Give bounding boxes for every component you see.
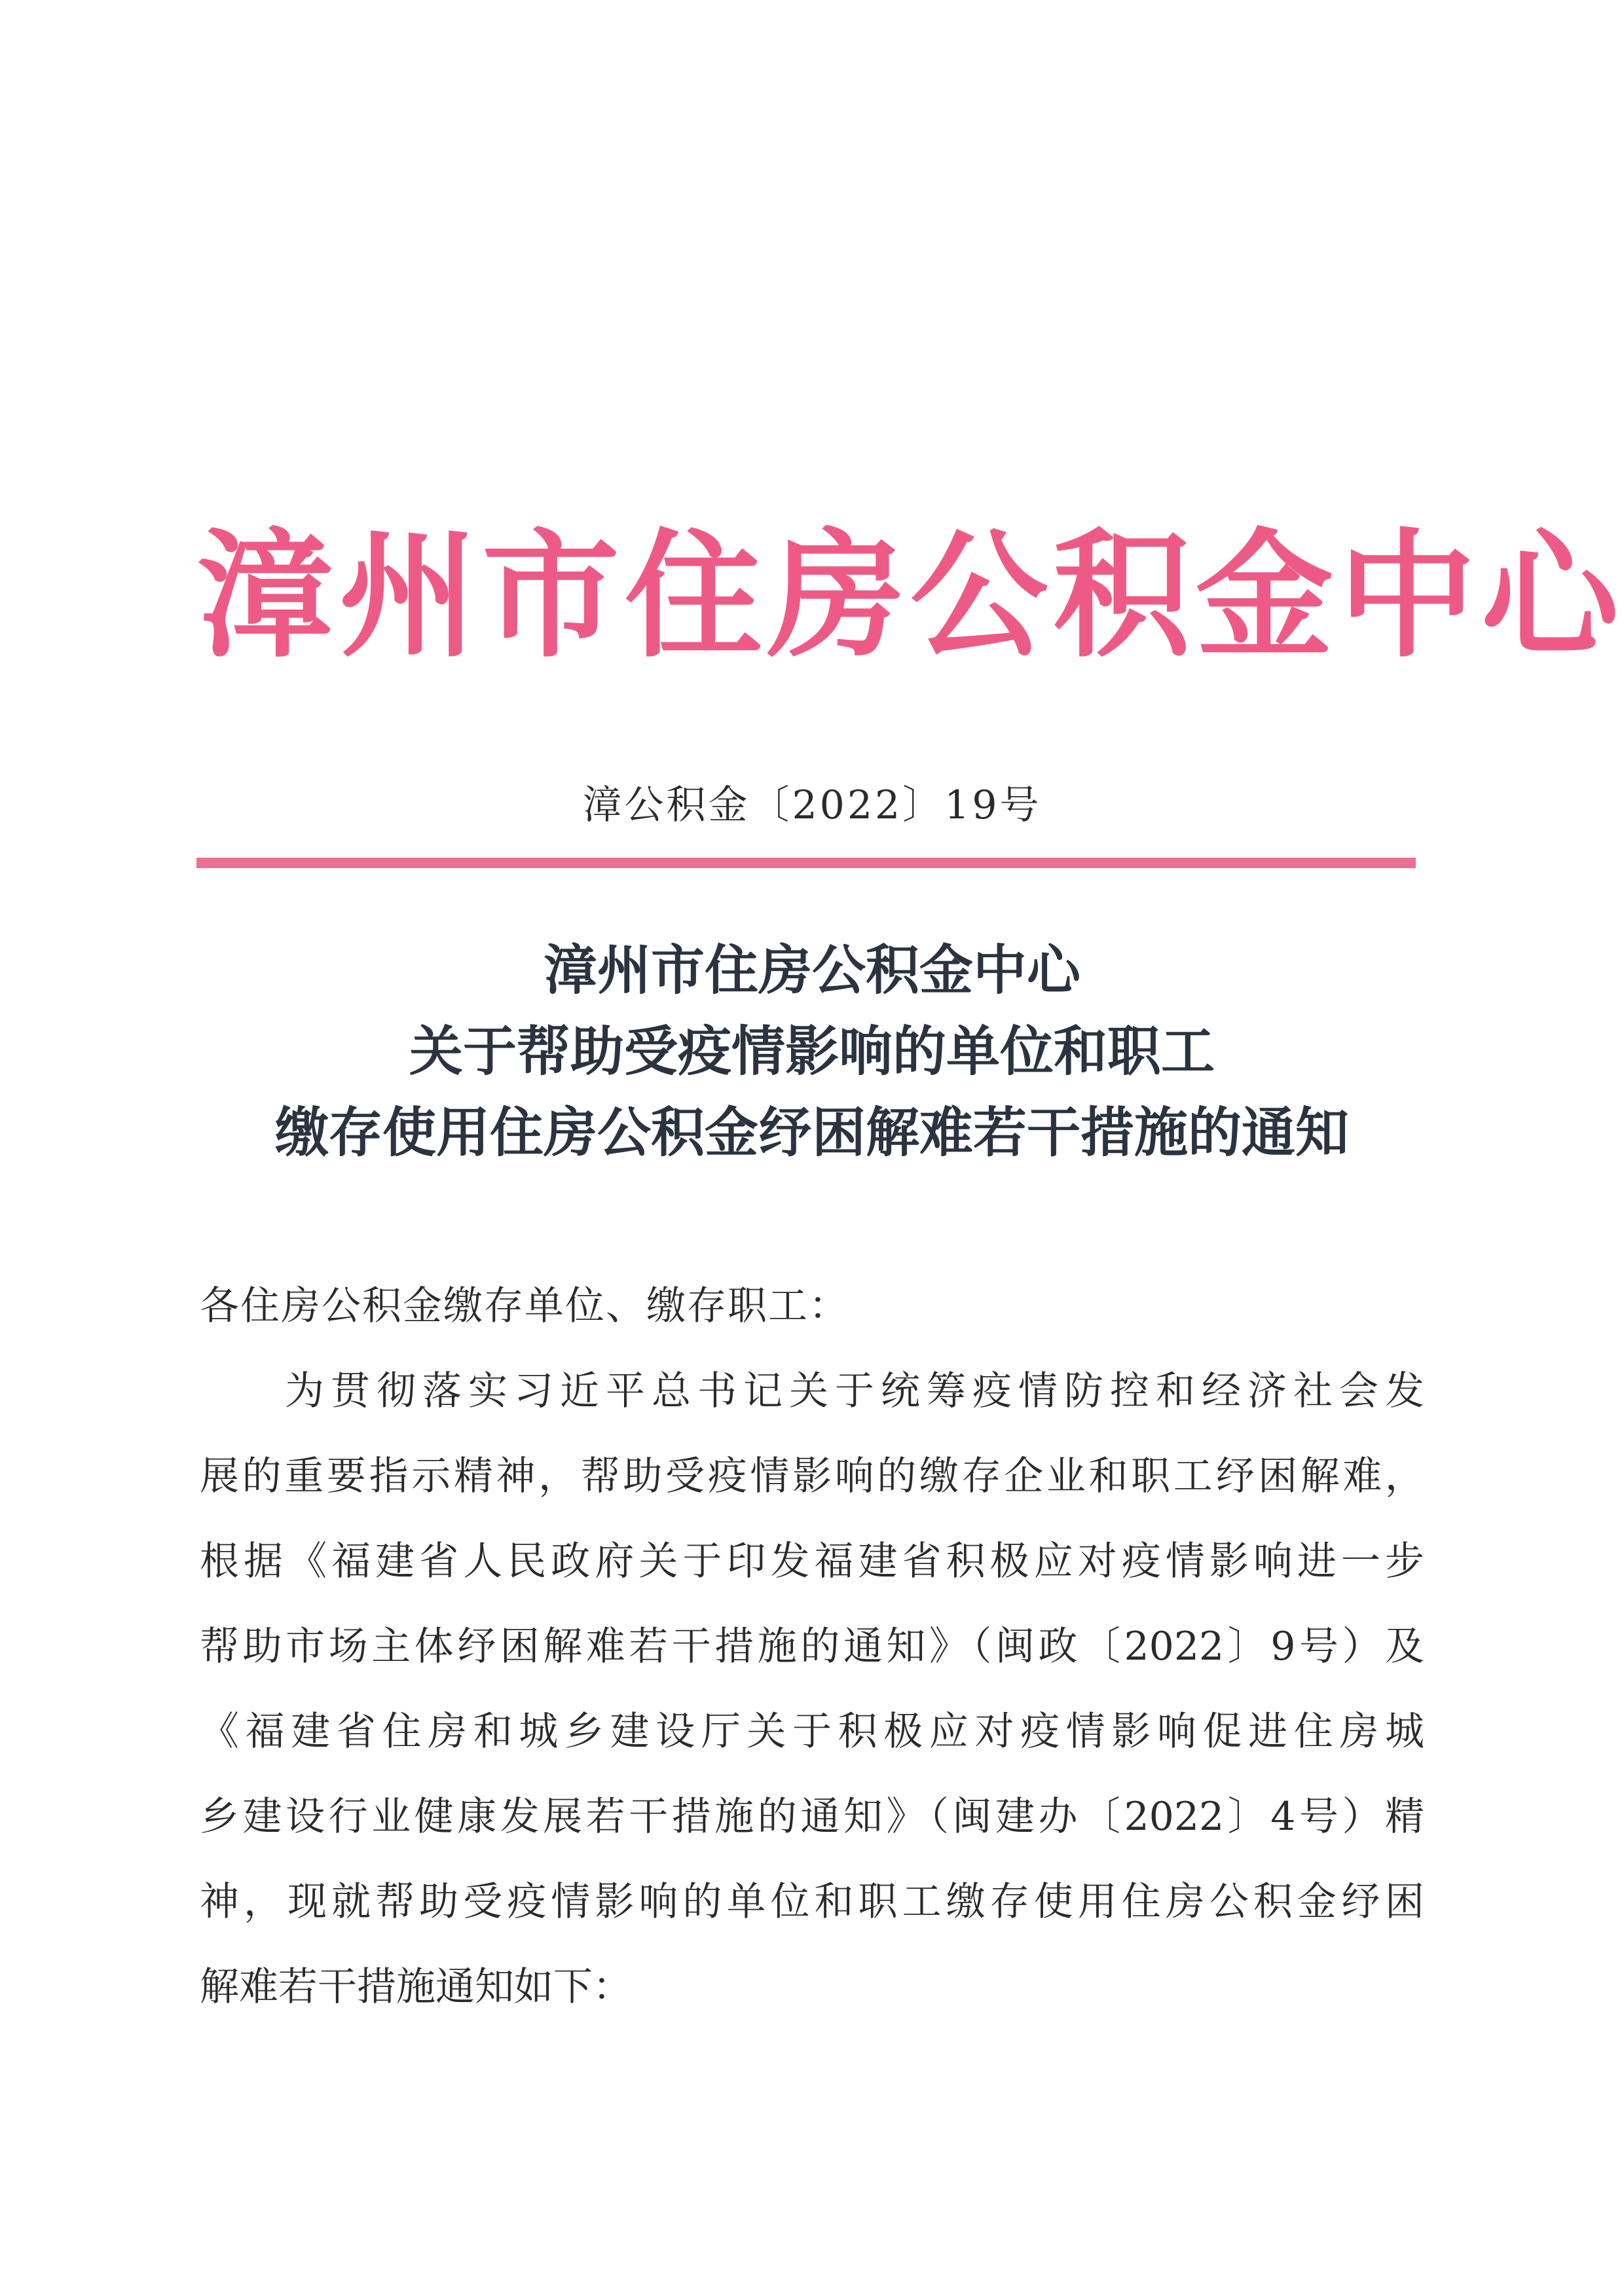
body-text xyxy=(200,1264,1424,2030)
paragraph-line: 《福建省住房和城乡建设厅关于积极应对疫情影响促进住房城 xyxy=(200,1709,1424,1755)
paragraph-line: 为贯彻落实习近平总书记关于统筹疫情防控和经济社会发 xyxy=(285,1368,1424,1414)
paragraph-line: 乡建设行业健康发展若干措施的通知》（闽建办〔2022〕4号）精 xyxy=(200,1794,1424,1840)
paragraph-line: 解难若干措施通知如下： xyxy=(200,1964,632,2010)
org-header: 漳州市住房公积金中心 xyxy=(196,515,1624,676)
title-line-2: 关于帮助受疫情影响的单位和职工 xyxy=(409,1020,1215,1083)
document-number: 漳公积金〔2022〕19号 xyxy=(582,782,1042,828)
paragraph-line: 帮助市场主体纾困解难若干措施的通知》（闽政〔2022〕9号）及 xyxy=(200,1624,1424,1669)
paragraph-line: 神，现就帮助受疫情影响的单位和职工缴存使用住房公积金纾困 xyxy=(200,1879,1424,1925)
salutation: 各住房公积金缴存单位、缴存职工： xyxy=(200,1283,849,1329)
paragraph-line: 根据《福建省人民政府关于印发福建省积极应对疫情影响进一步 xyxy=(200,1539,1424,1584)
document-title xyxy=(196,930,1428,1173)
paragraph-line: 展的重要指示精神，帮助受疫情影响的缴存企业和职工纾困解难， xyxy=(200,1453,1424,1499)
red-divider-rule xyxy=(196,858,1416,868)
title-line-1: 漳州市住房公积金中心 xyxy=(543,939,1080,1002)
title-line-3: 缴存使用住房公积金纾困解难若干措施的通知 xyxy=(274,1101,1349,1164)
